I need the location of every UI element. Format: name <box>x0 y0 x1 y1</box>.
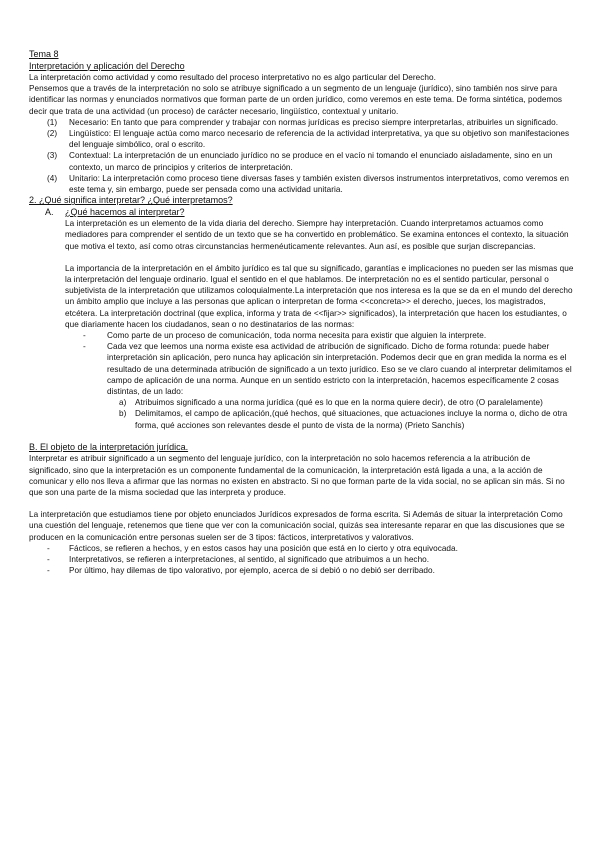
list-marker: - <box>47 555 50 565</box>
list-item <box>83 330 574 341</box>
list-marker: (4) <box>47 173 58 183</box>
list-item-text: Fácticos, se refieren a hechos, y en estos casos hay una posición que está en lo cierto y otra equivocada. <box>69 543 458 553</box>
list-item-text: Delimitamos, el campo de aplicación,(qué hechos, qué situaciones, que actuaciones incluye la norma o, dicho de otra forma, qué acciones son relevantes desde el punto de vista de la norma) (Prieto Sanchís) <box>135 409 568 430</box>
section-b-title: B. El objeto de la interpretación jurídica. <box>29 441 189 452</box>
list-item <box>83 341 574 397</box>
subsection-marker: A. <box>45 206 54 217</box>
dash-list <box>29 330 574 397</box>
list-item <box>119 397 574 408</box>
spacer <box>29 431 574 442</box>
list-marker: (2) <box>47 129 58 139</box>
list-item <box>47 565 574 576</box>
section-2-title: 2. ¿Qué significa interpretar? ¿Qué interpretamos? <box>29 195 233 206</box>
list-item <box>119 408 574 430</box>
list-item-text: Atribuimos significado a una norma jurídica (qué es lo que en la norma quiere decir), de otro (O paralelamente) <box>135 398 543 408</box>
list-item-text: Necesario: En tanto que para comprender y trabajar con normas jurídicas es preciso siempre interpretarlas, atribuirles un significado. <box>69 117 559 127</box>
section-paragraph: Interpretar es atribuir significado a un segmento del lenguaje jurídico, con la interpretación no solo hacemos referencia a la atribución de significado, sino que la interpretación es un componente fundamental de la comunicación, la interpretación está ligada a una, a la acción de comunicar y ello nos lleva a afirmar que las normas no existen en abstracto. Si no que forman parte de la vida social, no se aplican sin más. Si no que son una parte de la misma sociedad que las interpreta y produce. <box>29 454 565 497</box>
section-paragraph: La interpretación es un elemento de la vida diaria del derecho. Siempre hay interpretación. Cuando interpretamos actuamos como mediadores para comprender el sentido de un texto que se ha convertido en problemático. Se examina entonces el contexto, la situación que motiva el texto, así como otras circunstancias hermenéuticamente relevantes. Aun así, es posible que surjan discrepancias. <box>65 219 569 251</box>
spacer <box>29 252 574 263</box>
list-item-text: Por último, hay dilemas de tipo valorativo, por ejemplo, acerca de si debió o no debió ser derribado. <box>69 566 435 576</box>
list-item <box>47 117 574 128</box>
list-marker: a) <box>119 398 127 408</box>
topic-heading: Tema 8 <box>29 49 59 59</box>
list-item <box>47 173 574 195</box>
section-paragraph: La interpretación que estudiamos tiene por objeto enunciados Jurídicos expresados de forma escrita. Si Además de situar la interpretación Como una cuestión del lenguaje, retenemos que tiene que ver con la comunicación social, quizás sea interesante reparar en que las discusiones que se producen en la comunicación entre personas suelen ser de 3 tipos: fácticos, interpretativos y valorativos. <box>29 510 565 542</box>
list-marker: - <box>83 331 86 341</box>
intro-paragraph: Pensemos que a través de la interpretación no solo se atribuye significado a un segmento de un lenguaje (jurídico), sino también nos sirve para identificar las normas y enunciados normativos que forman parte de un orden jurídico, como veremos en este tema. De forma sintética, podemos decir que trata de una actividad (un proceso) de carácter necesario, lingüístico, contextual y unitario. <box>29 84 563 116</box>
list-item-text: Como parte de un proceso de comunicación, toda norma necesita para existir que alguien la interprete. <box>107 331 487 341</box>
subsection-a-title <box>45 207 574 219</box>
features-list <box>29 117 574 195</box>
list-item-text: Cada vez que leemos una norma existe esa actividad de atribución de significado. Dicho de forma rotunda: puede haber interpretación sin aplicación, pero nunca hay aplicación sin interpretación. Podemos decir que en gran medida la norma es el resultado de una determinada atribución de significado a un texto jurídico. Eso se ve claro cuando al interpretar delimitamos el campo de aplicación de una norma. Aunque en un sentido estricto con la interpretación, hacemos específicamente 2 cosas distintas, de un lado: <box>107 342 572 397</box>
list-item-text: Lingüístico: El lenguaje actúa como marco necesario de referencia de la actividad interpretativa, ya que su objetivo son manifestaciones del lenguaje simbólico, oral o escrito. <box>69 129 570 150</box>
list-marker: b) <box>119 409 127 419</box>
list-item-text: Interpretativos, se refieren a interpretaciones, al sentido, al significado que atribuimos a un hecho. <box>69 555 430 565</box>
list-marker: (1) <box>47 117 58 127</box>
document-title: Interpretación y aplicación del Derecho <box>29 60 185 71</box>
list-marker: - <box>47 543 50 553</box>
list-item-text: Unitario: La interpretación como proceso tiene diversas fases y también existen diversos instrumentos interpretativos, como veremos en este tema y, sin embargo, puede ser pensada como una actividad unitaria. <box>69 173 569 195</box>
list-item <box>47 128 574 150</box>
list-item <box>47 554 574 565</box>
list-item <box>47 150 574 172</box>
spacer <box>29 498 574 509</box>
list-item <box>47 543 574 554</box>
lettered-list <box>29 397 574 431</box>
list-marker: - <box>83 342 86 352</box>
subsection-title-text: ¿Qué hacemos al interpretar? <box>65 206 185 217</box>
dash-list <box>29 543 574 577</box>
section-paragraph: La importancia de la interpretación en el ámbito jurídico es tal que su significado, garantías e implicaciones no pueden ser las mismas que la interpretación del lenguaje ordinario. Igual el sentido en el que hablamos. De interpretación no es el sentido particular, personal o subjetivista de la interpretación que utilizamos coloquialmente.La interpretación que nos interesa es la que se da en el mundo del derecho un ámbito amplio que incluye a las personas que aplican o interpretan de forma <<concreta>> el derecho, jueces, los magistrados, etcétera. La interpretación doctrinal (que explica, informa y trata de <<fijar>> significados), la interpretación que hacen los estudiantes, o que diariamente hacen los ciudadanos, sean o no destinatarios de las normas: <box>65 263 574 329</box>
list-marker: (3) <box>47 151 58 161</box>
intro-paragraph: La interpretación como actividad y como resultado del proceso interpretativo no es algo particular del Derecho. <box>29 73 436 82</box>
list-marker: - <box>47 566 50 576</box>
list-item-text: Contextual: La interpretación de un enunciado jurídico no se produce en el vacío ni tomando el enunciado aisladamente, sino en un contexto, un marco de principios y criterios de interpretación. <box>69 151 553 172</box>
